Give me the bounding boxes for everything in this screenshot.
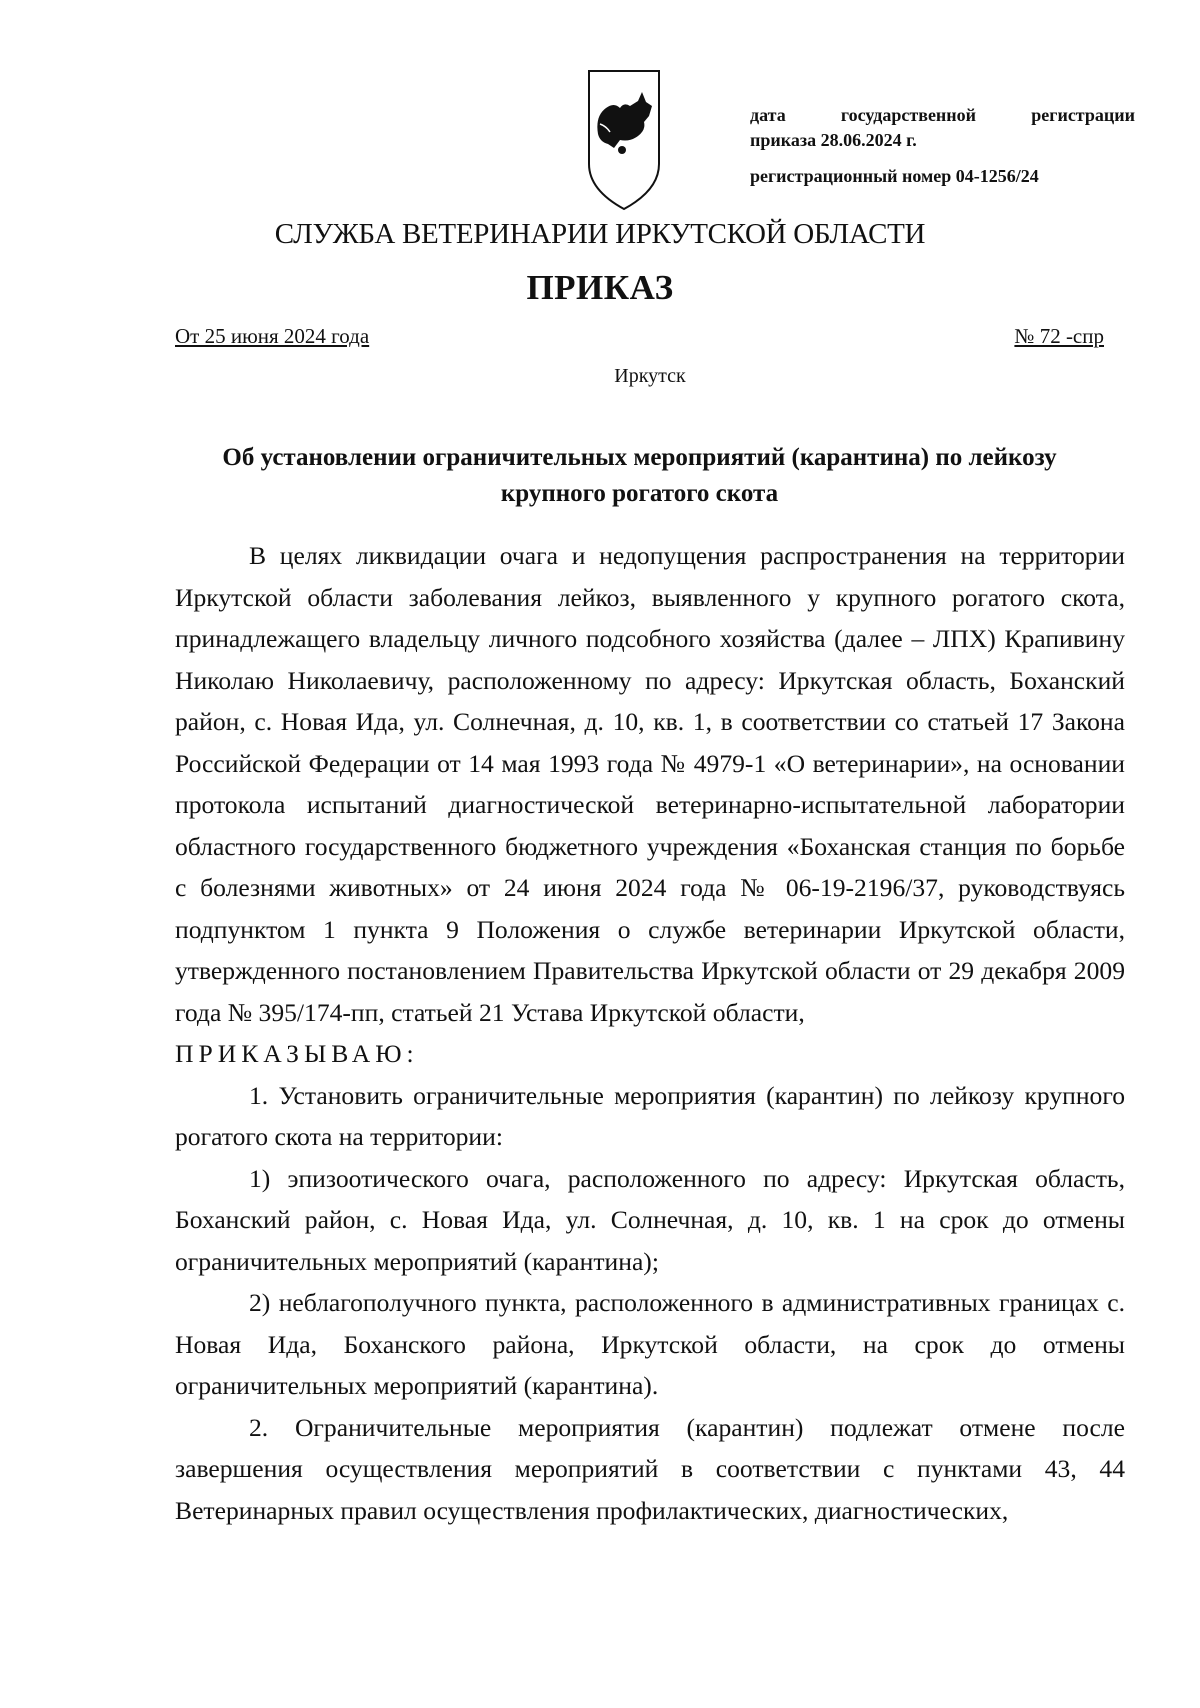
clause-1-subitem-2: 2) неблагополучного пункта, расположенного в административных границах с. Новая Ида, Боханского района, Иркутской области, на срок до отмены ограничительных мероприятий (карантина). xyxy=(175,1288,1125,1400)
order-number: № 72 -спр xyxy=(1014,324,1104,348)
document-title: Об установлении ограничительных мероприятий (карантина) по лейкозу крупного рогатого скота xyxy=(222,444,1057,507)
order-date: От 25 июня 2024 года xyxy=(175,324,370,348)
clause-1: 1. Установить ограничительные мероприятия (карантин) по лейкозу крупного рогатого скота на территории: xyxy=(175,1080,1125,1151)
document-type: ПРИКАЗ xyxy=(526,268,674,307)
clause-1-subitem-1: 1) эпизоотического очага, расположенного по адресу: Иркутская область, Боханский район, с. Новая Ида, ул. Солнечная, д. 10, кв. 1 на срок до отмены ограничительных мероприятий (карантина); xyxy=(175,1163,1125,1276)
irkutsk-coat-of-arms-icon xyxy=(586,68,662,212)
document-body xyxy=(175,535,1125,1531)
order-word: ПРИКАЗЫВАЮ: xyxy=(175,1039,419,1068)
clause-2: 2. Ограничительные мероприятия (карантин) подлежат отмене после завершения осуществления мероприятий в соответствии с пунктами 43, 44 Ветеринарных правил осуществления профилактических, диагностических, xyxy=(175,1412,1125,1525)
registration-line-1: дата государственной регистрации xyxy=(750,105,1135,125)
registration-stamp xyxy=(750,103,1135,189)
order-city: Иркутск xyxy=(614,365,686,387)
agency-name: СЛУЖБА ВЕТЕРИНАРИИ ИРКУТСКОЙ ОБЛАСТИ xyxy=(274,218,926,250)
registration-line-2: приказа 28.06.2024 г. xyxy=(750,130,917,150)
preamble-paragraph: В целях ликвидации очага и недопущения распространения на территории Иркутской области заболевания лейкоз, выявленного у крупного рогатого скота, принадлежащего владельцу личного подсобного хозяйства (далее – ЛПХ) Крапивину Николаю Николаевичу, расположенному по адресу: Иркутская область, Боханский район, с. Новая Ида, ул. Солнечная, д. 10, кв. 1, в соответствии со статьей 17 Закона Российской Федерации от 14 мая 1993 года № 4979-1 «О ветеринарии», на основании протокола испытаний диагностической ветеринарно-испытательной лаборатории областного государственного бюджетного учреждения «Боханская станция по борьбе с болезнями животных» от 24 июня 2024 года № 06-19-2196/37, руководствуясь подпунктом 1 пункта 9 Положения о службе ветеринарии Иркутской области, утвержденного постановлением Правительства Иркутской области от 29 декабря 2009 года № 395/174-пп, статьей 21 Устава Иркутской области, xyxy=(175,541,1125,1027)
registration-number: регистрационный номер 04-1256/24 xyxy=(750,166,1039,186)
